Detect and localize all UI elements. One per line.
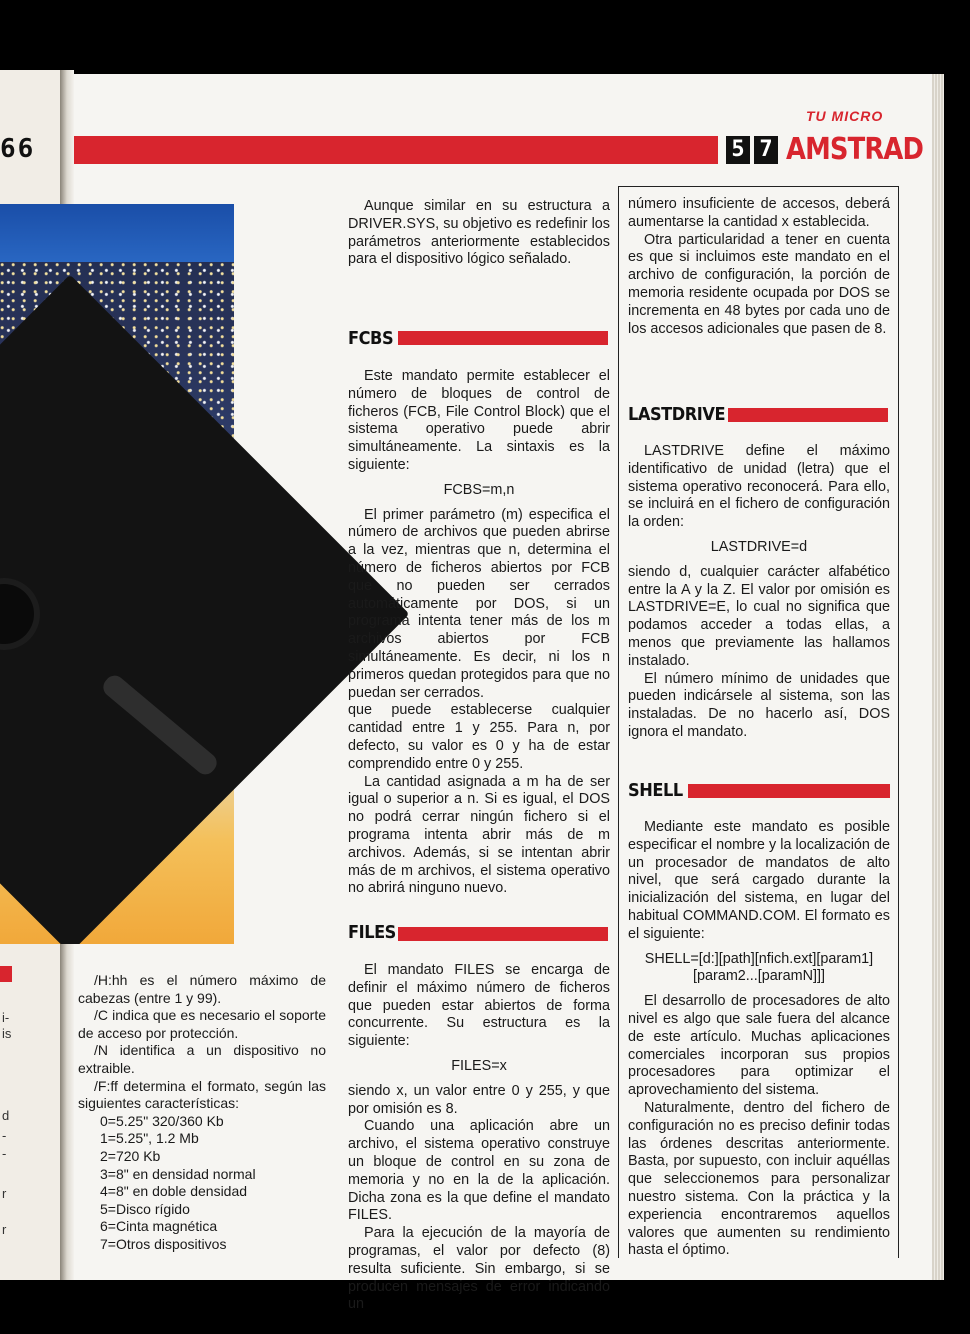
list-item: 7=Otros dispositivos (100, 1235, 227, 1252)
paragraph: /F:ff determina el formato, según las siguientes características: (78, 1077, 326, 1112)
column-2-files (348, 962, 610, 1314)
section-heading-files: FILES (348, 922, 396, 943)
paragraph: /C indica que es necesario el soporte de acceso por protección. (78, 1007, 326, 1041)
paragraph: El primer parámetro (m) especifica el número de archivos que pueden abrirse a la vez, mientras que n, determina el número de ficheros abiertos por FCB que no pueden ser cerrados automáticamente por DOS, si un programa intenta tener más de los m archivos abiertos por FCB simultáneamente. Es decir, ni los n primeros quedan protegidos para que no puedan ser cerrados. (348, 506, 610, 701)
list-item: 6=Cinta magnética (100, 1218, 218, 1235)
paragraph: Otra particularidad a tener en cuenta es que si incluimos este mandato en el archivo de configuración, la porción de memoria residente ocupada por DOS se incrementa en 48 bytes por cada uno de los accesos adicionales que pasen de 8. (628, 231, 890, 337)
left-red-marker (0, 966, 12, 982)
page-number-digit: 5 (726, 136, 750, 164)
list-item: 4=8" en doble densidad (100, 1183, 248, 1200)
paragraph: Naturalmente, dentro del fichero de configuración no es preciso definir todas las órdenes descritas anteriormente. Basta, por supuesto, con incluir aquéllas que seleccionemos para personalizar nuestro sistema. Con la práctica y la experiencia encontraremos aquellos valores que aumenten su rendimiento hasta el óptimo. (628, 1099, 890, 1259)
page-number-digit: 7 (754, 136, 778, 164)
paragraph: El número mínimo de unidades que pueden indicársele al sistema, son las instaladas. De no hacerlo así, DOS ignora el mandato. (628, 670, 890, 740)
section-heading-lastdrive: LASTDRIVE (628, 404, 726, 425)
list-item: 0=5.25" 320/360 Kb (100, 1112, 224, 1129)
left-fragment: r (2, 1222, 7, 1237)
paragraph: El mandato FILES se encarga de definir el máximo número de ficheros que pueden estar abiertos de forma concurrente. Su estructura es la siguiente: (348, 962, 610, 1050)
syntax-line: FCBS=m,n (443, 481, 515, 498)
left-fragment: r (2, 1186, 7, 1201)
syntax-line: [param2...[paramN]]] (693, 968, 825, 985)
paragraph: siendo d, cualquier carácter alfabético entre la A y la Z. El valor por omisión es LASTDRIVE=E, lo cual no significa que podamos acceder a todas ellas, a menos que previamente las hallamos instalado. (628, 563, 890, 669)
section-heading-shell: SHELL (628, 780, 683, 801)
paragraph: Este mandato permite establecer el número de bloques de control de ficheros (FCB, File Control Block) que el sistema operativo puede abrir simultáneamente. La sintaxis es la siguiente: (348, 368, 610, 473)
list-item: 3=8" en densidad normal (100, 1165, 256, 1182)
paragraph: Aunque similar en su estructura a DRIVER.SYS, su objetivo es redefinir los parámetros anteriormente establecidos para el dispositivo lógico señalado. (348, 198, 610, 268)
paragraph: Para la ejecución de la mayoría de programas, el valor por defecto (8) resulta suficiente. Sin embargo, si se producen mensajes de error indicando un (348, 1225, 610, 1313)
syntax-line: LASTDRIVE=d (710, 538, 808, 555)
left-fragment: - (2, 1146, 7, 1161)
section-heading-fcbs: FCBS (348, 328, 394, 349)
heading-red-bar (688, 784, 890, 798)
paragraph: siendo x, un valor entre 0 y 255, y que por omisión es 8. (348, 1082, 610, 1117)
column-3-shell (628, 819, 890, 1260)
magazine-tagline: TU MICRO (806, 108, 884, 124)
list-item: 1=5.25", 1.2 Mb (100, 1130, 199, 1147)
column-divider (618, 186, 619, 1258)
paragraph: que puede establecerse cualquier cantidad entre 1 y 255. Para n, por defecto, su valor es 0 y ha de estar comprendido entre 0 y 255. (348, 702, 610, 772)
syntax-line: FILES=x (451, 1057, 507, 1074)
column-frame-top (618, 186, 898, 187)
column-2-intro (348, 198, 610, 269)
heading-red-bar (398, 927, 608, 941)
header-red-bar (74, 136, 718, 164)
paragraph: Mediante este mandato es posible especificar el nombre y la localización de un procesador de mandatos de alto nivel, que será cargado durante la inicialización del sistema, en lugar del habitual COMMAND.COM. El formato es el siguiente: (628, 819, 890, 942)
paragraph: /N identifica a un dispositivo no extraible. (78, 1042, 326, 1076)
column-2-fcbs (348, 368, 610, 898)
paragraph: El desarrollo de procesadores de alto nivel es algo que sale fuera del alcance de este artículo. Muchas aplicaciones comerciales incorporan sus propios procesadores para optimizar el aprovechamiento del sistema. (628, 993, 890, 1099)
page-edge (932, 74, 944, 1280)
list-item: 2=720 Kb (100, 1147, 161, 1164)
left-page-number: 66 (0, 134, 36, 164)
paragraph: Cuando una aplicación abre un archivo, el sistema operativo construye un bloque de control en su zona de memoria y no en la de la aplicación. Dicha zona es la que define el mandato FILES. (348, 1118, 610, 1224)
column-3-top (628, 196, 890, 338)
column-3-lastdrive (628, 443, 890, 742)
left-fragment: is (2, 1026, 12, 1041)
list-item: 5=Disco rígido (100, 1200, 190, 1217)
paragraph: número insuficiente de accesos, deberá aumentarse la cantidad x establecida. (628, 196, 890, 230)
magazine-logo: AMSTRAD (786, 132, 924, 167)
left-fragment: i- (2, 1010, 10, 1025)
paragraph: LASTDRIVE define el máximo identificativo de unidad (letra) que el sistema operativo reconocerá. Para ello, se incluirá en el fichero de configuración la orden: (628, 443, 890, 531)
heading-red-bar (728, 408, 888, 422)
syntax-line: SHELL=[d:][path][nfich.ext][param1] (644, 950, 874, 967)
left-fragment: d (2, 1108, 10, 1123)
column-1 (78, 972, 326, 1254)
paragraph: La cantidad asignada a m ha de ser igual o superior a n. Si es igual, el DOS no podrá cerrar ningún fichero si el programa intenta abrir más de m archivos. Además, si se intentan abrir más de m archivos, el sistema operativo no abrirá ninguno nuevo. (348, 773, 610, 897)
column-frame-right (898, 186, 899, 1258)
paragraph: /H:hh es el número máximo de cabezas (entre 1 y 99). (78, 972, 326, 1006)
heading-red-bar (398, 331, 608, 345)
left-fragment: - (2, 1128, 7, 1143)
